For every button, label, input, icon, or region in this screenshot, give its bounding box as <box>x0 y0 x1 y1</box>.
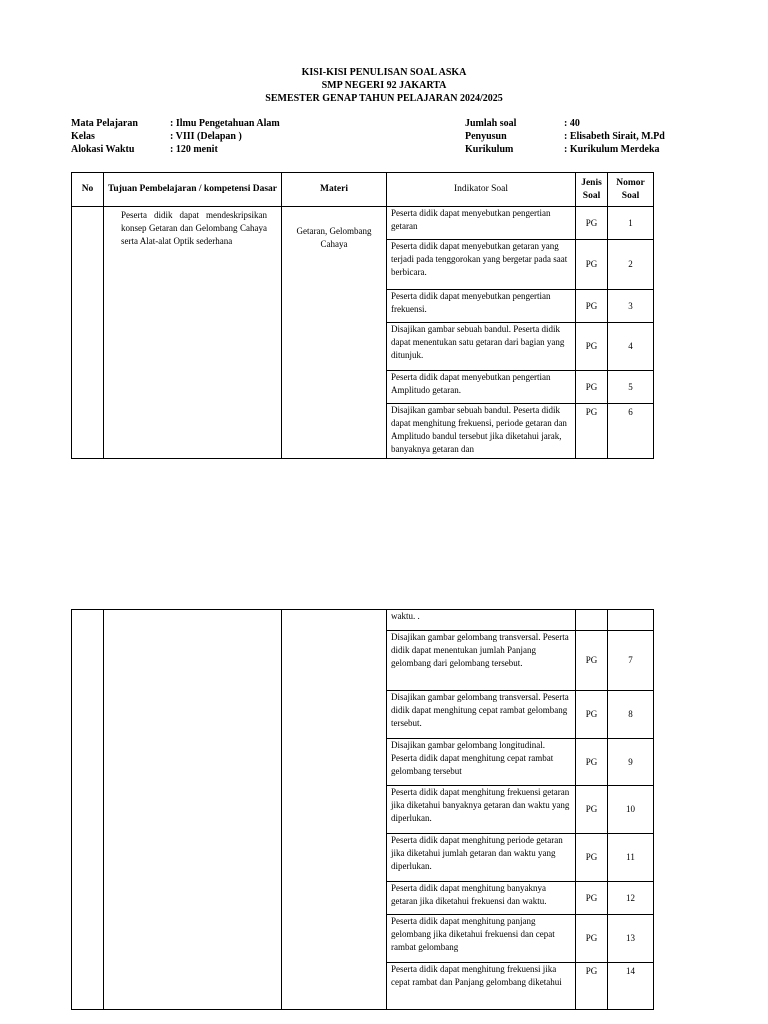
jenis-cell: PG <box>576 371 608 404</box>
jenis-cell: PG <box>576 404 608 459</box>
jenis-cell: PG <box>576 786 608 834</box>
indikator-cell: Peserta didik dapat menghitung panjang gelombang jika diketahui frekuensi dan cepat rambat gelombang <box>387 915 576 963</box>
meta-value: : Ilmu Pengetahuan Alam <box>170 118 280 129</box>
indikator-cell: Peserta didik dapat menyebutkan getaran yang terjadi pada tenggorokan yang bergetar pada saat berbicara. <box>387 240 576 290</box>
meta-row-kurikulum <box>465 143 665 156</box>
meta-row-penyusun <box>465 130 665 143</box>
jenis-cell: PG <box>576 882 608 915</box>
meta-label: Kurikulum <box>465 144 514 155</box>
header-materi: Materi <box>282 173 387 207</box>
kisi-kisi-table-page-2 <box>71 609 654 1010</box>
indikator-cell: Peserta didik dapat menyebutkan pengertian getaran <box>387 207 576 240</box>
header-indikator: Indikator Soal <box>387 173 576 207</box>
header-jenis: Jenis Soal <box>576 173 608 207</box>
indikator-cell: Peserta didik dapat menyebutkan pengertian frekuensi. <box>387 290 576 323</box>
meta-right <box>465 117 665 156</box>
indikator-cell: Peserta didik dapat menghitung frekuensi getaran jika diketahui banyaknya getaran dan waktu yang diperlukan. <box>387 786 576 834</box>
indikator-cell: Peserta didik dapat menghitung banyaknya getaran jika diketahui frekuensi dan waktu. <box>387 882 576 915</box>
materi-cell <box>282 610 387 1010</box>
jenis-cell: PG <box>576 691 608 739</box>
jenis-cell: PG <box>576 834 608 882</box>
meta-value: : 40 <box>564 118 580 129</box>
indikator-cell: Peserta didik dapat menghitung frekuensi jika cepat rambat dan Panjang gelombang diketahui <box>387 963 576 1010</box>
nomor-cell: 4 <box>608 323 654 371</box>
nomor-cell <box>608 610 654 631</box>
title-line-2: SMP NEGERI 92 JAKARTA <box>321 80 447 91</box>
meta-value: : Elisabeth Sirait, M.Pd <box>564 131 665 142</box>
indikator-cell: Disajikan gambar gelombang longitudinal. Peserta didik dapat menghitung cepat rambat gelombang tersebut <box>387 739 576 786</box>
meta-row-mata-pelajaran <box>71 117 280 130</box>
indikator-cell: Disajikan gambar gelombang transversal. Peserta didik dapat menentukan jumlah Panjang gelombang dari gelombang tersebut. <box>387 631 576 691</box>
nomor-cell: 8 <box>608 691 654 739</box>
nomor-cell: 2 <box>608 240 654 290</box>
nomor-cell: 6 <box>608 404 654 459</box>
nomor-cell: 14 <box>608 963 654 1010</box>
jenis-cell <box>576 610 608 631</box>
indikator-cell: Disajikan gambar gelombang transversal. Peserta didik dapat menghitung cepat rambat gelombang tersebut. <box>387 691 576 739</box>
nomor-cell: 10 <box>608 786 654 834</box>
meta-value: : 120 menit <box>170 144 218 155</box>
header-nomor: Nomor Soal <box>608 173 654 207</box>
jenis-cell: PG <box>576 915 608 963</box>
nomor-cell: 13 <box>608 915 654 963</box>
jenis-cell: PG <box>576 963 608 1010</box>
title-line-1: KISI-KISI PENULISAN SOAL ASKA <box>301 67 467 78</box>
meta-label: Penyusun <box>465 131 507 142</box>
jenis-cell: PG <box>576 631 608 691</box>
table-header-row <box>72 173 654 207</box>
jenis-cell: PG <box>576 207 608 240</box>
materi-cell: Getaran, Gelombang Cahaya <box>282 207 387 459</box>
meta-label: Jumlah soal <box>465 118 517 129</box>
nomor-cell: 11 <box>608 834 654 882</box>
meta-value: : VIII (Delapan ) <box>170 131 242 142</box>
nomor-cell: 3 <box>608 290 654 323</box>
meta-label: Kelas <box>71 131 95 142</box>
table-row <box>72 207 654 240</box>
nomor-cell: 1 <box>608 207 654 240</box>
nomor-cell: 7 <box>608 631 654 691</box>
meta-row-alokasi-waktu <box>71 143 280 156</box>
indikator-cell: Disajikan gambar sebuah bandul. Peserta didik dapat menghitung frekuensi, periode getaran dan Amplitudo bandul tersebut jika diketahui jarak, banyaknya getaran dan <box>387 404 576 459</box>
title-line-3: SEMESTER GENAP TAHUN PELAJARAN 2024/2025 <box>265 93 503 104</box>
header-no: No <box>72 173 104 207</box>
header-tujuan: Tujuan Pembelajaran / kompetensi Dasar <box>104 173 282 207</box>
document-title <box>0 66 768 105</box>
indikator-cell: waktu. . <box>387 610 576 631</box>
jenis-cell: PG <box>576 323 608 371</box>
meta-label: Alokasi Waktu <box>71 144 135 155</box>
jenis-cell: PG <box>576 240 608 290</box>
jenis-cell: PG <box>576 739 608 786</box>
meta-row-kelas <box>71 130 280 143</box>
indikator-cell: Disajikan gambar sebuah bandul. Peserta didik dapat menentukan satu getaran dari bagian yang ditunjuk. <box>387 323 576 371</box>
table-row <box>72 610 654 631</box>
tujuan-cell <box>104 610 282 1010</box>
tujuan-cell: Peserta didik dapat mendeskripsikan konsep Getaran dan Gelombang Cahaya serta Alat-alat Optik sederhana <box>104 207 282 459</box>
no-cell <box>72 610 104 1010</box>
jenis-cell: PG <box>576 290 608 323</box>
meta-label: Mata Pelajaran <box>71 118 138 129</box>
meta-row-jumlah-soal <box>465 117 665 130</box>
nomor-cell: 9 <box>608 739 654 786</box>
meta-left <box>71 117 280 156</box>
nomor-cell: 5 <box>608 371 654 404</box>
meta-value: : Kurikulum Merdeka <box>564 144 660 155</box>
kisi-kisi-table-page-1 <box>71 172 654 459</box>
nomor-cell: 12 <box>608 882 654 915</box>
indikator-cell: Peserta didik dapat menyebutkan pengertian Amplitudo getaran. <box>387 371 576 404</box>
no-cell <box>72 207 104 459</box>
indikator-cell: Peserta didik dapat menghitung periode getaran jika diketahui jumlah getaran dan waktu yang diperlukan. <box>387 834 576 882</box>
